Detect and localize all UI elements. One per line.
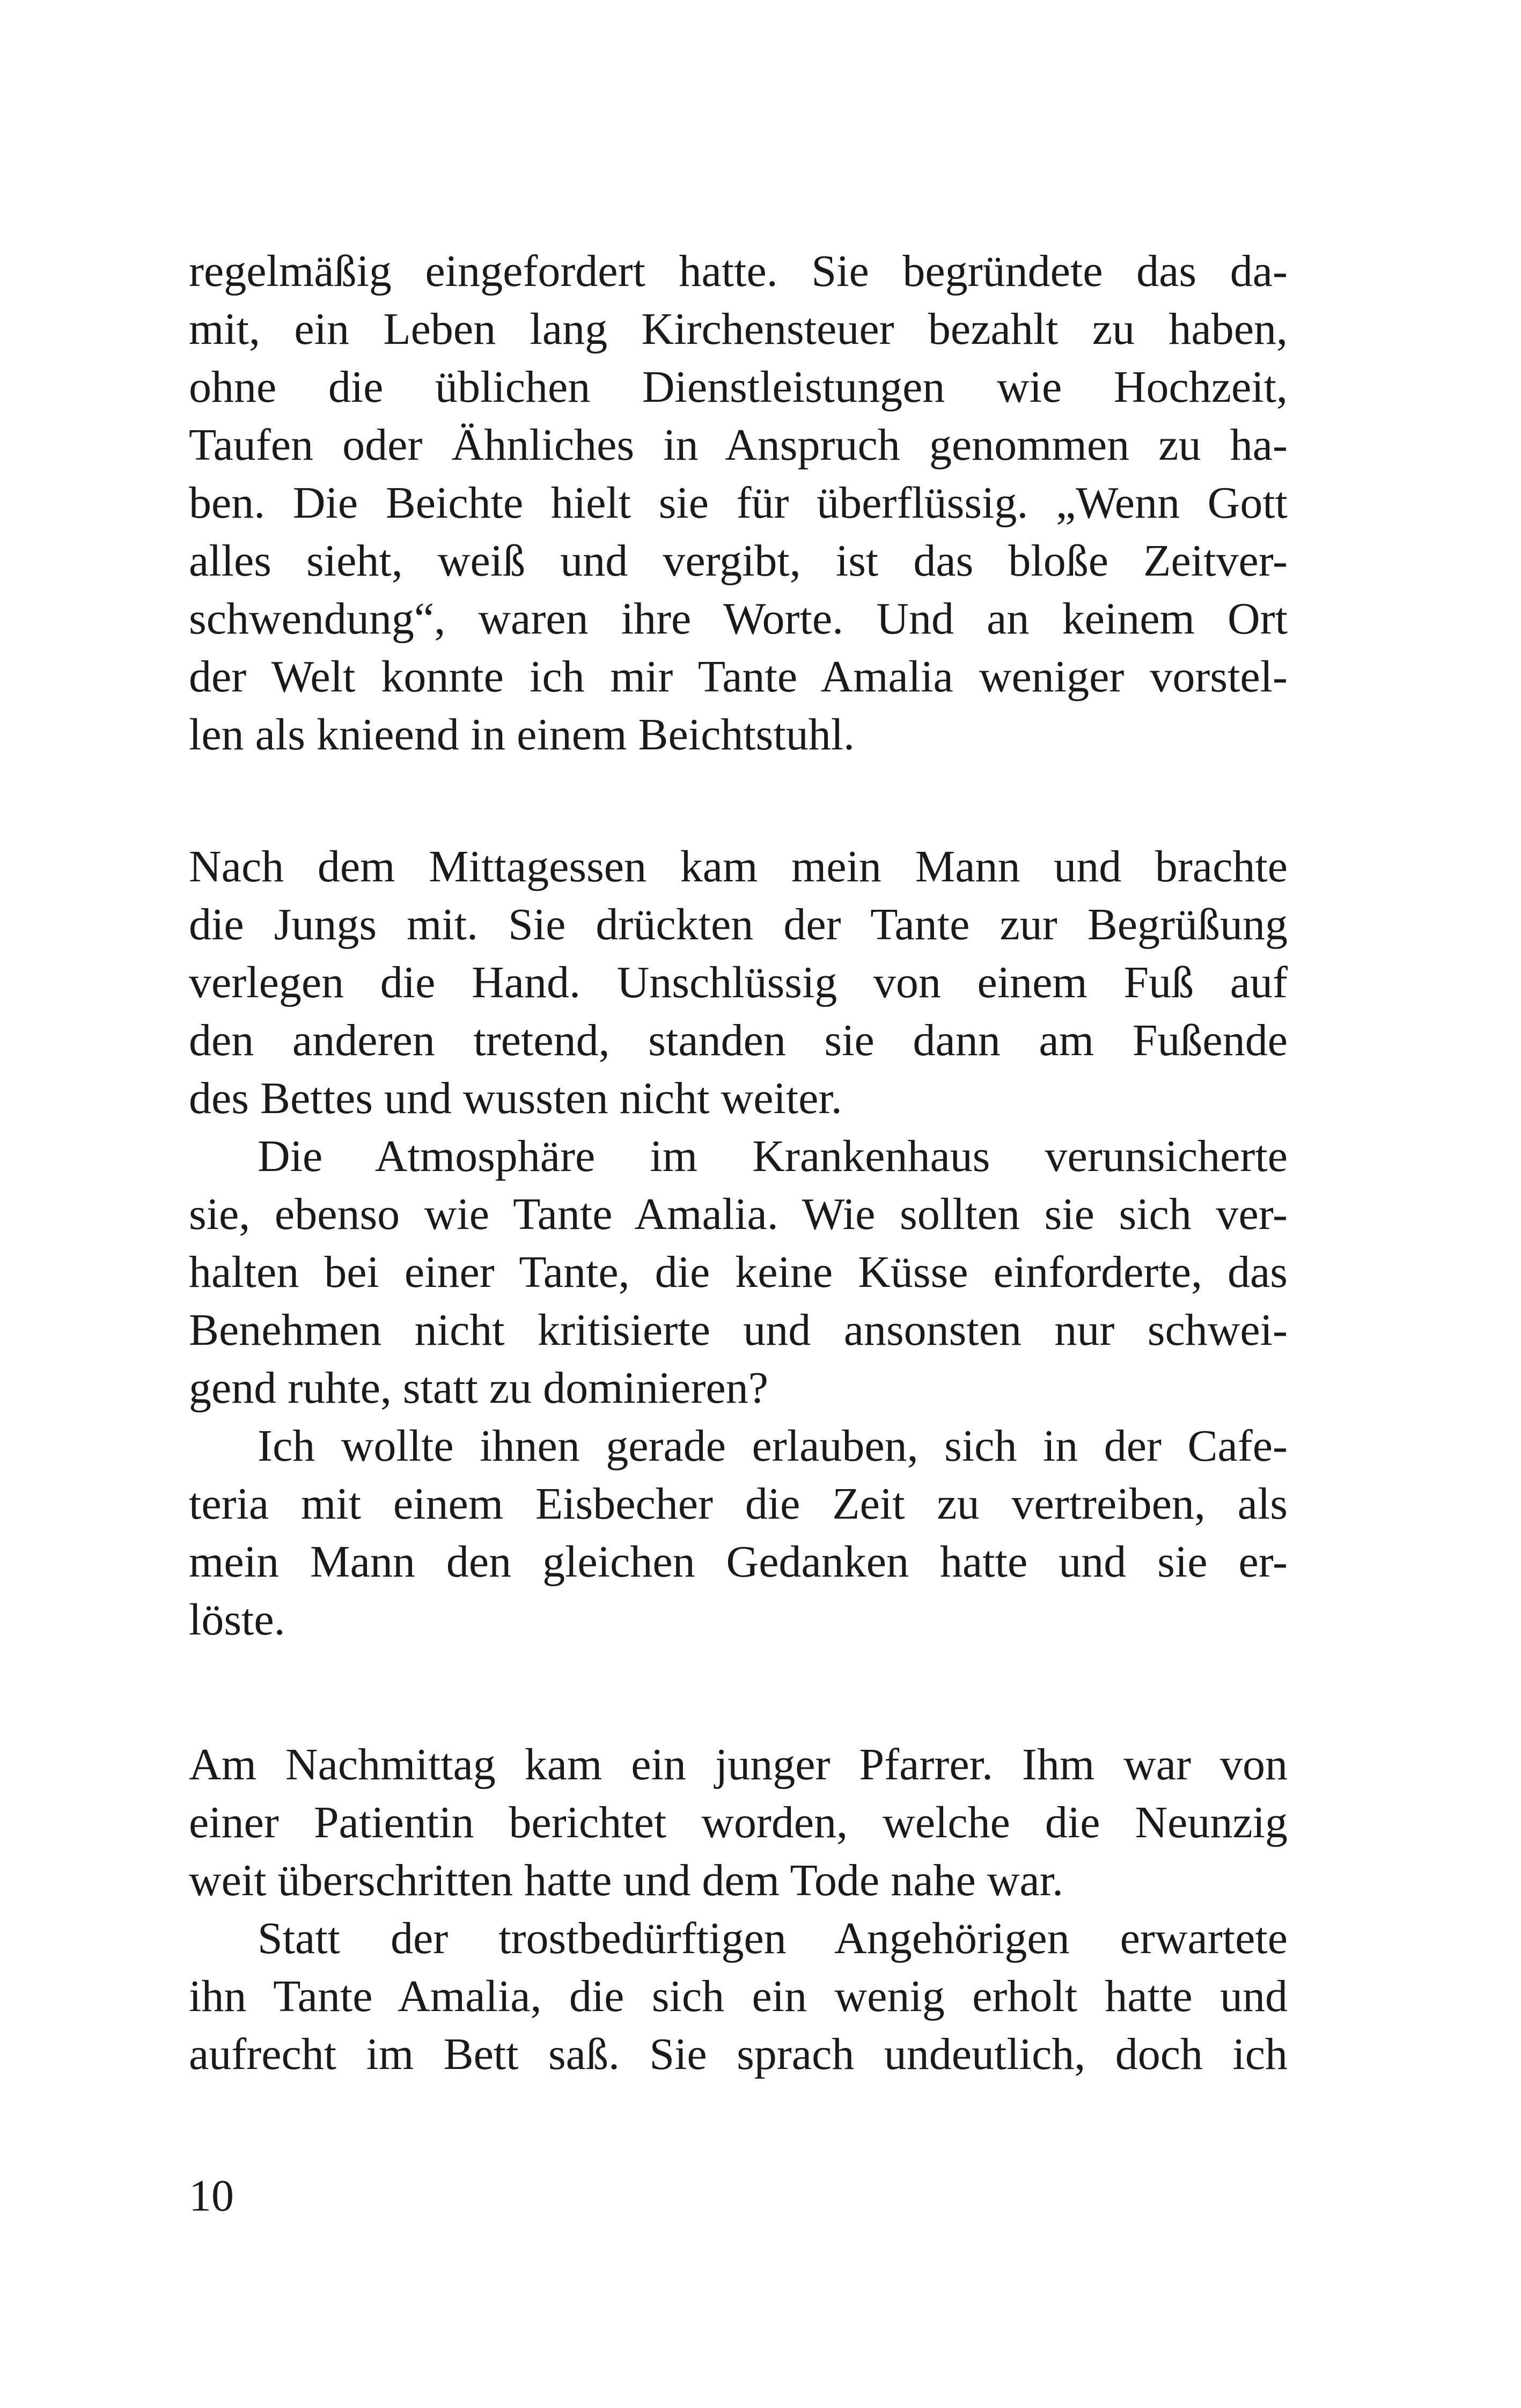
paragraph-4 bbox=[189, 1417, 1288, 1649]
text-line: mein Mann den gleichen Gedanken hatte und sie er- bbox=[189, 1537, 1288, 1587]
text-line: halten bei einer Tante, die keine Küsse einforderte, das bbox=[189, 1247, 1288, 1297]
paragraph-5 bbox=[189, 1736, 1288, 1910]
paragraph-6 bbox=[189, 1910, 1288, 2083]
text-line: den anderen tretend, standen sie dann am Fußende bbox=[189, 1015, 1288, 1065]
text-line: gend ruhte, statt zu dominieren? bbox=[189, 1363, 768, 1413]
page-number: 10 bbox=[189, 2171, 234, 2221]
text-line: Die Atmosphäre im Krankenhaus verunsicherte bbox=[258, 1131, 1288, 1181]
text-line: löste. bbox=[189, 1595, 285, 1645]
text-line: Benehmen nicht kritisierte und ansonsten nur schwei- bbox=[189, 1305, 1288, 1355]
text-line: ohne die üblichen Dienstleistungen wie Hochzeit, bbox=[189, 362, 1288, 412]
text-line: Taufen oder Ähnliches in Anspruch genommen zu ha- bbox=[189, 420, 1288, 470]
text-line: weit überschritten hatte und dem Tode nahe war. bbox=[189, 1855, 1064, 1905]
text-line: einer Patientin berichtet worden, welche die Neunzig bbox=[189, 1798, 1288, 1847]
text-line: Ich wollte ihnen gerade erlauben, sich in der Cafe- bbox=[258, 1421, 1288, 1471]
text-line: des Bettes und wussten nicht weiter. bbox=[189, 1073, 842, 1123]
text-line: regelmäßig eingefordert hatte. Sie begründete das da- bbox=[189, 246, 1288, 296]
text-line: mit, ein Leben lang Kirchensteuer bezahlt zu haben, bbox=[189, 304, 1288, 354]
text-line: die Jungs mit. Sie drückten der Tante zur Begrüßung bbox=[189, 900, 1288, 949]
text-line: aufrecht im Bett saß. Sie sprach undeutlich, doch ich bbox=[189, 2029, 1288, 2079]
paragraph-2 bbox=[189, 838, 1288, 1128]
text-line: Am Nachmittag kam ein junger Pfarrer. Ihm war von bbox=[189, 1740, 1288, 1790]
text-line: ben. Die Beichte hielt sie für überflüssig. „Wenn Gott bbox=[189, 478, 1288, 528]
text-line: Statt der trostbedürftigen Angehörigen erwartete bbox=[258, 1913, 1288, 1963]
text-line: verlegen die Hand. Unschlüssig von einem Fuß auf bbox=[189, 958, 1288, 1007]
text-line: ihn Tante Amalia, die sich ein wenig erholt hatte und bbox=[189, 1971, 1288, 2021]
paragraph-1 bbox=[189, 242, 1288, 764]
text-line: der Welt konnte ich mir Tante Amalia weniger vorstel- bbox=[189, 652, 1288, 702]
text-line: teria mit einem Eisbecher die Zeit zu vertreiben, als bbox=[189, 1479, 1288, 1529]
text-line: alles sieht, weiß und vergibt, ist das bloße Zeitver- bbox=[189, 536, 1288, 586]
text-line: sie, ebenso wie Tante Amalia. Wie sollten sie sich ver- bbox=[189, 1189, 1288, 1239]
paragraph-3 bbox=[189, 1128, 1288, 1417]
text-line: schwendung“, waren ihre Worte. Und an keinem Ort bbox=[189, 594, 1288, 644]
text-line: len als knieend in einem Beichtstuhl. bbox=[189, 710, 855, 760]
text-line: Nach dem Mittagessen kam mein Mann und brachte bbox=[189, 842, 1288, 892]
